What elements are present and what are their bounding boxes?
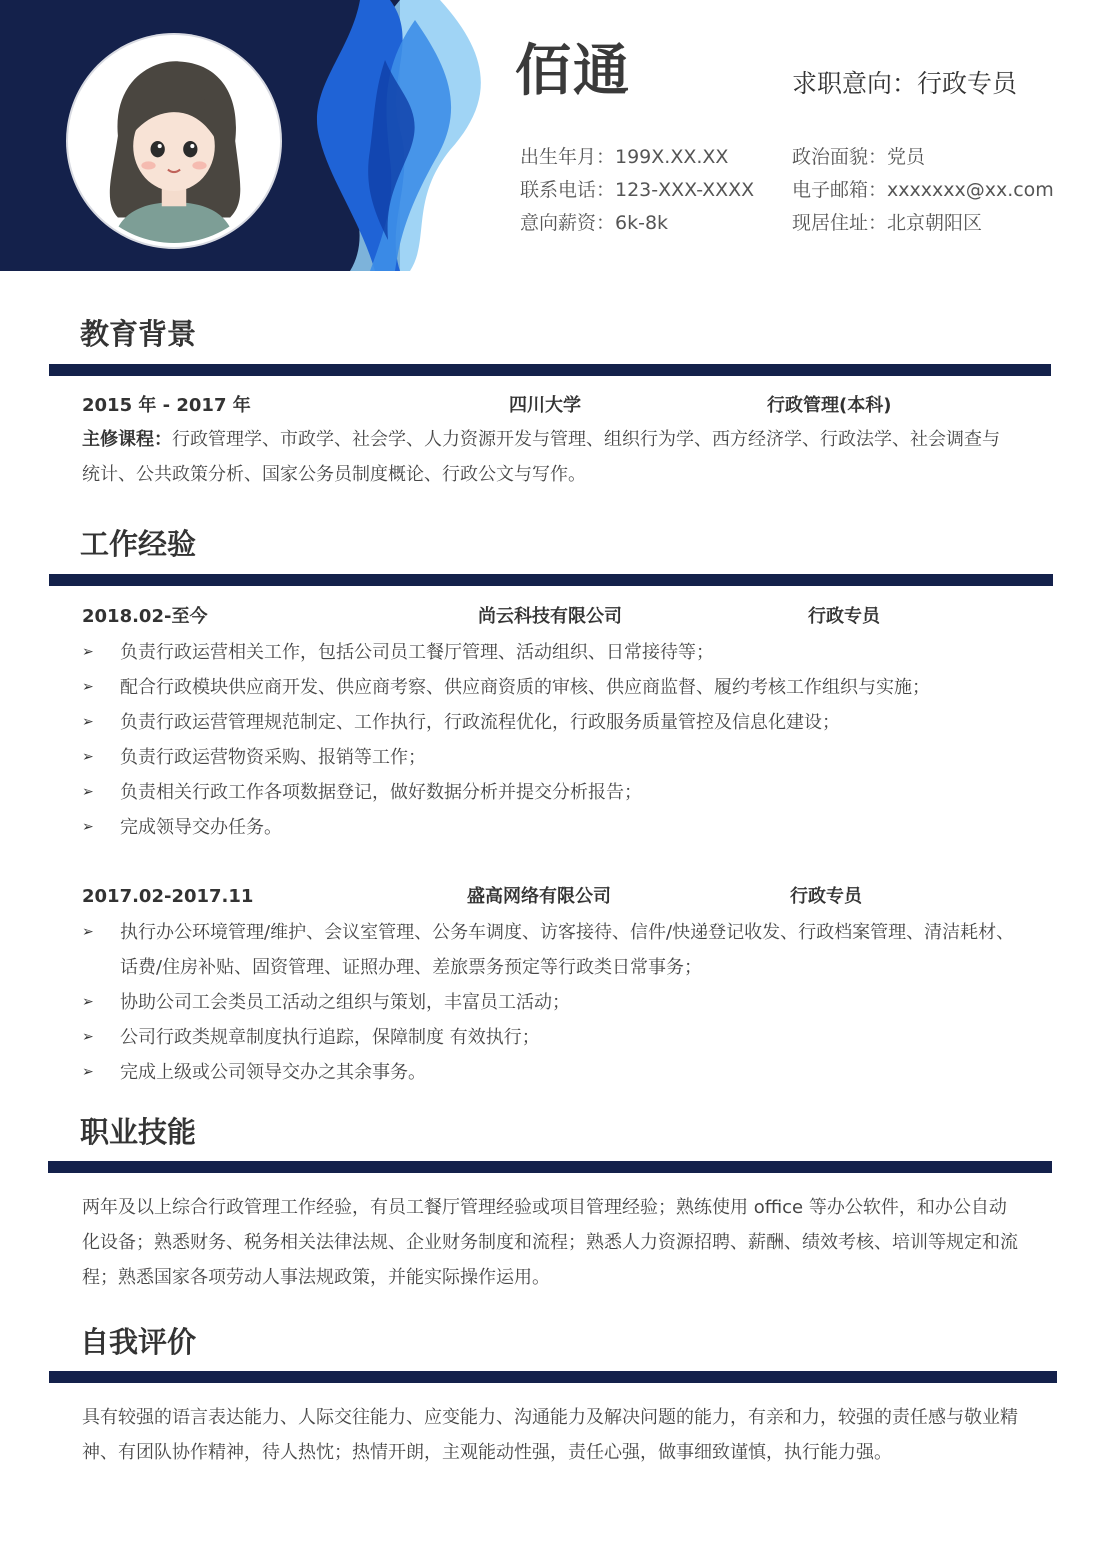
current-address: 现居住址：北京朝阳区 (792, 212, 983, 234)
list-item: ➢ 负责行政运营管理规范制定、工作执行，行政流程优化，行政服务质量管控及信息化建设； (82, 705, 930, 740)
work-title: 工作经验 (80, 527, 197, 561)
arrow-bullet-icon: ➢ (82, 1064, 94, 1080)
birth-date: 出生年月：199X.XX.XX (520, 146, 729, 168)
job-intention: 求职意向：行政专员 (792, 69, 1018, 98)
arrow-bullet-icon: ➢ (82, 924, 94, 940)
list-item: ➢ 执行办公环境管理/维护、会议室管理、公务车调度、访客接待、信件/快递登记收发、行政档案管理、清洁耗材、 (82, 915, 1014, 950)
cartoon-girl-portrait-icon (72, 39, 276, 243)
list-item: ➢ 完成领导交办任务。 (82, 810, 930, 845)
list-item: ➢ 协助公司工会类员工活动之组织与策划，丰富员工活动； (82, 985, 1014, 1020)
avatar (68, 35, 280, 247)
political-status: 政治面貌：党员 (792, 146, 926, 168)
courses-label: 主修课程： (82, 429, 172, 450)
job-1-position: 行政专员 (808, 606, 880, 627)
job-2-company: 盛高网络有限公司 (467, 886, 611, 907)
arrow-bullet-icon: ➢ (82, 994, 94, 1010)
list-item: ➢ 负责相关行政工作各项数据登记，做好数据分析并提交分析报告； (82, 775, 930, 810)
job-2-position: 行政专员 (790, 886, 862, 907)
job-1-duties (82, 635, 930, 845)
phone: 联系电话：123-XXX-XXXX (520, 179, 755, 201)
work-divider (49, 574, 1053, 586)
list-item: ➢ 配合行政模块供应商开发、供应商考察、供应商资质的审核、供应商监督、履约考核工作组织与实施； (82, 670, 930, 705)
courses-line-2: 统计、公共政策分析、国家公务员制度概论、行政公文与写作。 (82, 464, 586, 485)
education-major: 行政管理(本科) (767, 395, 892, 416)
self-evaluation-divider (49, 1371, 1057, 1383)
email: 电子邮箱：xxxxxxx@xx.com (792, 179, 1054, 201)
arrow-bullet-icon: ➢ (82, 644, 94, 660)
education-title: 教育背景 (80, 317, 197, 351)
self-evaluation-text: 具有较强的语言表达能力、人际交往能力、应变能力、沟通能力及解决问题的能力，有亲和力，较强的责任感与敬业精 神、有团队协作精神，待人热忱；热情开朗，主观能动性强，责任心强，做事细致谨慎，执行能力强。 (82, 1407, 1018, 1463)
candidate-name: 佰通 (515, 39, 631, 104)
education-period: 2015 年 - 2017 年 (82, 395, 251, 416)
list-item: ➢ 负责行政运营相关工作，包括公司员工餐厅管理、活动组织、日常接待等； (82, 635, 930, 670)
list-item: ➢ 完成上级或公司领导交办之其余事务。 (82, 1055, 1014, 1090)
skills-title: 职业技能 (80, 1115, 197, 1149)
resume-header (0, 0, 1096, 271)
list-item-continuation: 话费/住房补贴、固资管理、证照办理、差旅票务预定等行政类日常事务； (120, 957, 703, 978)
skills-text: 两年及以上综合行政管理工作经验，有员工餐厅管理经验或项目管理经验；熟练使用 office 等办公软件，和办公自动 化设备；熟悉财务、税务相关法律法规、企业财务制度和流程；熟悉人力资源招聘、薪酬、绩效考核、培训等规定和流 程；熟悉国家各项劳动人事法规政策，并能实际操作运用。 (82, 1197, 1018, 1288)
job-2-period: 2017.02-2017.11 (82, 886, 254, 907)
education-divider (49, 364, 1051, 376)
job-1-period: 2018.02-至今 (82, 606, 208, 627)
education-courses (82, 422, 1000, 492)
job-1-company: 尚云科技有限公司 (478, 606, 622, 627)
arrow-bullet-icon: ➢ (82, 749, 94, 765)
blue-wave-decoration (290, 0, 520, 271)
arrow-bullet-icon: ➢ (82, 714, 94, 730)
arrow-bullet-icon: ➢ (82, 819, 94, 835)
education-school: 四川大学 (509, 395, 581, 416)
job-2-duties (82, 915, 1014, 1090)
courses-text-1: 行政管理学、市政学、社会学、人力资源开发与管理、组织行为学、西方经济学、行政法学、社会调查与 (172, 429, 1000, 450)
list-item: ➢ 负责行政运营物资采购、报销等工作； (82, 740, 930, 775)
list-item: ➢ 公司行政类规章制度执行追踪，保障制度 有效执行； (82, 1020, 1014, 1055)
self-evaluation-title: 自我评价 (80, 1325, 197, 1359)
arrow-bullet-icon: ➢ (82, 784, 94, 800)
skills-divider (48, 1161, 1052, 1173)
expected-salary: 意向薪资：6k-8k (520, 212, 669, 234)
arrow-bullet-icon: ➢ (82, 679, 94, 695)
courses-line-1 (82, 422, 1000, 457)
arrow-bullet-icon: ➢ (82, 1029, 94, 1045)
